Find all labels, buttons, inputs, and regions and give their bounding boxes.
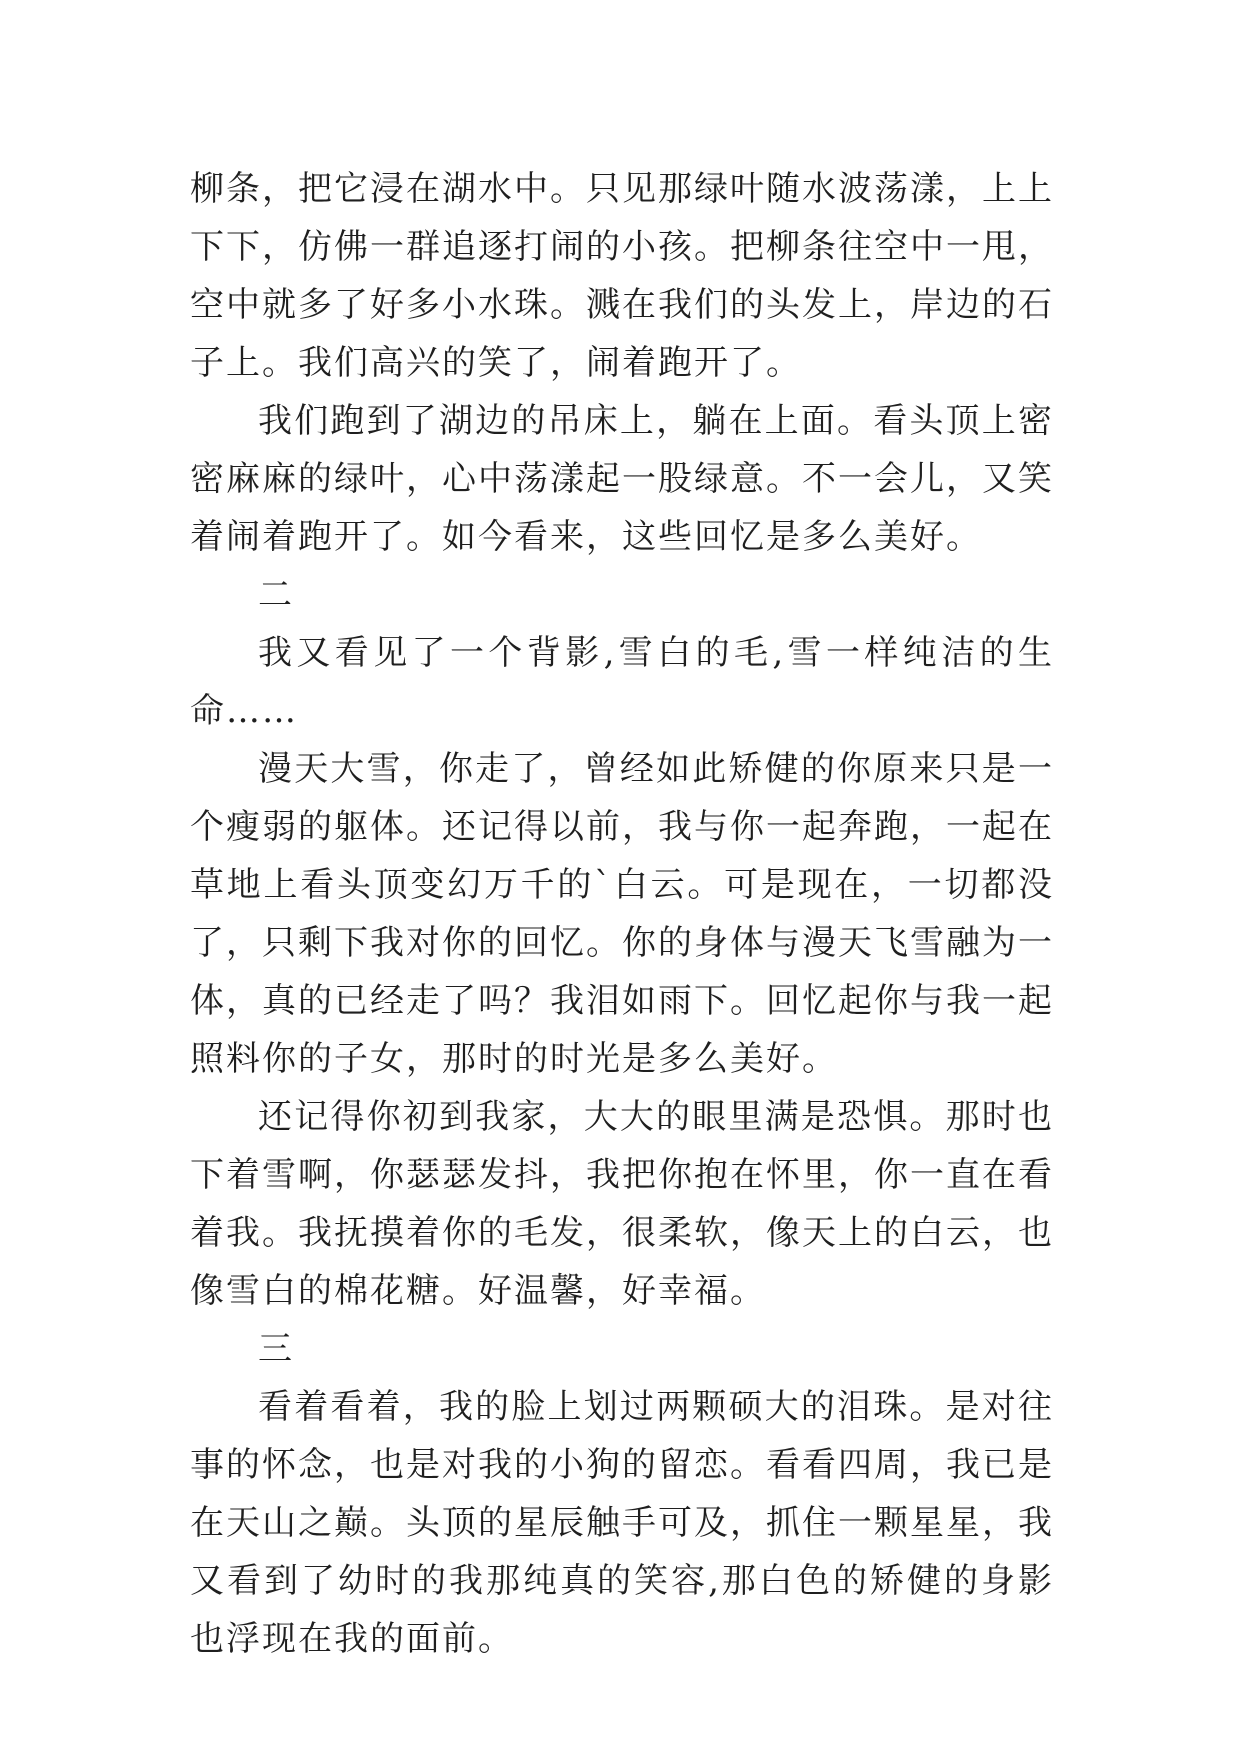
document-body xyxy=(190,160,1054,1668)
paragraph-1: 柳条，把它浸在湖水中。只见那绿叶随水波荡漾，上上下下，仿佛一群追逐打闹的小孩。把柳条往空中一甩，空中就多了好多小水珠。溅在我们的头发上，岸边的石子上。我们高兴的笑了，闹着跑开了。 xyxy=(190,169,1054,383)
section-heading-2: 二 xyxy=(258,575,294,615)
paragraph-4: 漫天大雪，你走了，曾经如此矫健的你原来只是一个瘦弱的躯体。还记得以前，我与你一起奔跑，一起在草地上看头顶变幻万千的`白云。可是现在，一切都没了，只剩下我对你的回忆。你的身体与漫天飞雪融为一体，真的已经走了吗？我泪如雨下。回忆起你与我一起照料你的子女，那时的时光是多么美好。 xyxy=(190,749,1054,1079)
paragraph-3: 我又看见了一个背影,雪白的毛,雪一样纯洁的生命…… xyxy=(190,633,1054,731)
paragraph-5: 还记得你初到我家，大大的眼里满是恐惧。那时也下着雪啊，你瑟瑟发抖，我把你抱在怀里，你一直在看着我。我抚摸着你的毛发，很柔软，像天上的白云，也像雪白的棉花糖。好温馨，好幸福。 xyxy=(190,1097,1054,1311)
paragraph-6: 看着看着，我的脸上划过两颗硕大的泪珠。是对往事的怀念，也是对我的小狗的留恋。看看四周，我已是在天山之巅。头顶的星辰触手可及，抓住一颗星星，我又看到了幼时的我那纯真的笑容,那白色的矫健的身影也浮现在我的面前。 xyxy=(190,1387,1054,1659)
section-heading-3: 三 xyxy=(258,1329,294,1369)
paragraph-2: 我们跑到了湖边的吊床上，躺在上面。看头顶上密密麻麻的绿叶，心中荡漾起一股绿意。不一会儿，又笑着闹着跑开了。如今看来，这些回忆是多么美好。 xyxy=(190,401,1054,557)
